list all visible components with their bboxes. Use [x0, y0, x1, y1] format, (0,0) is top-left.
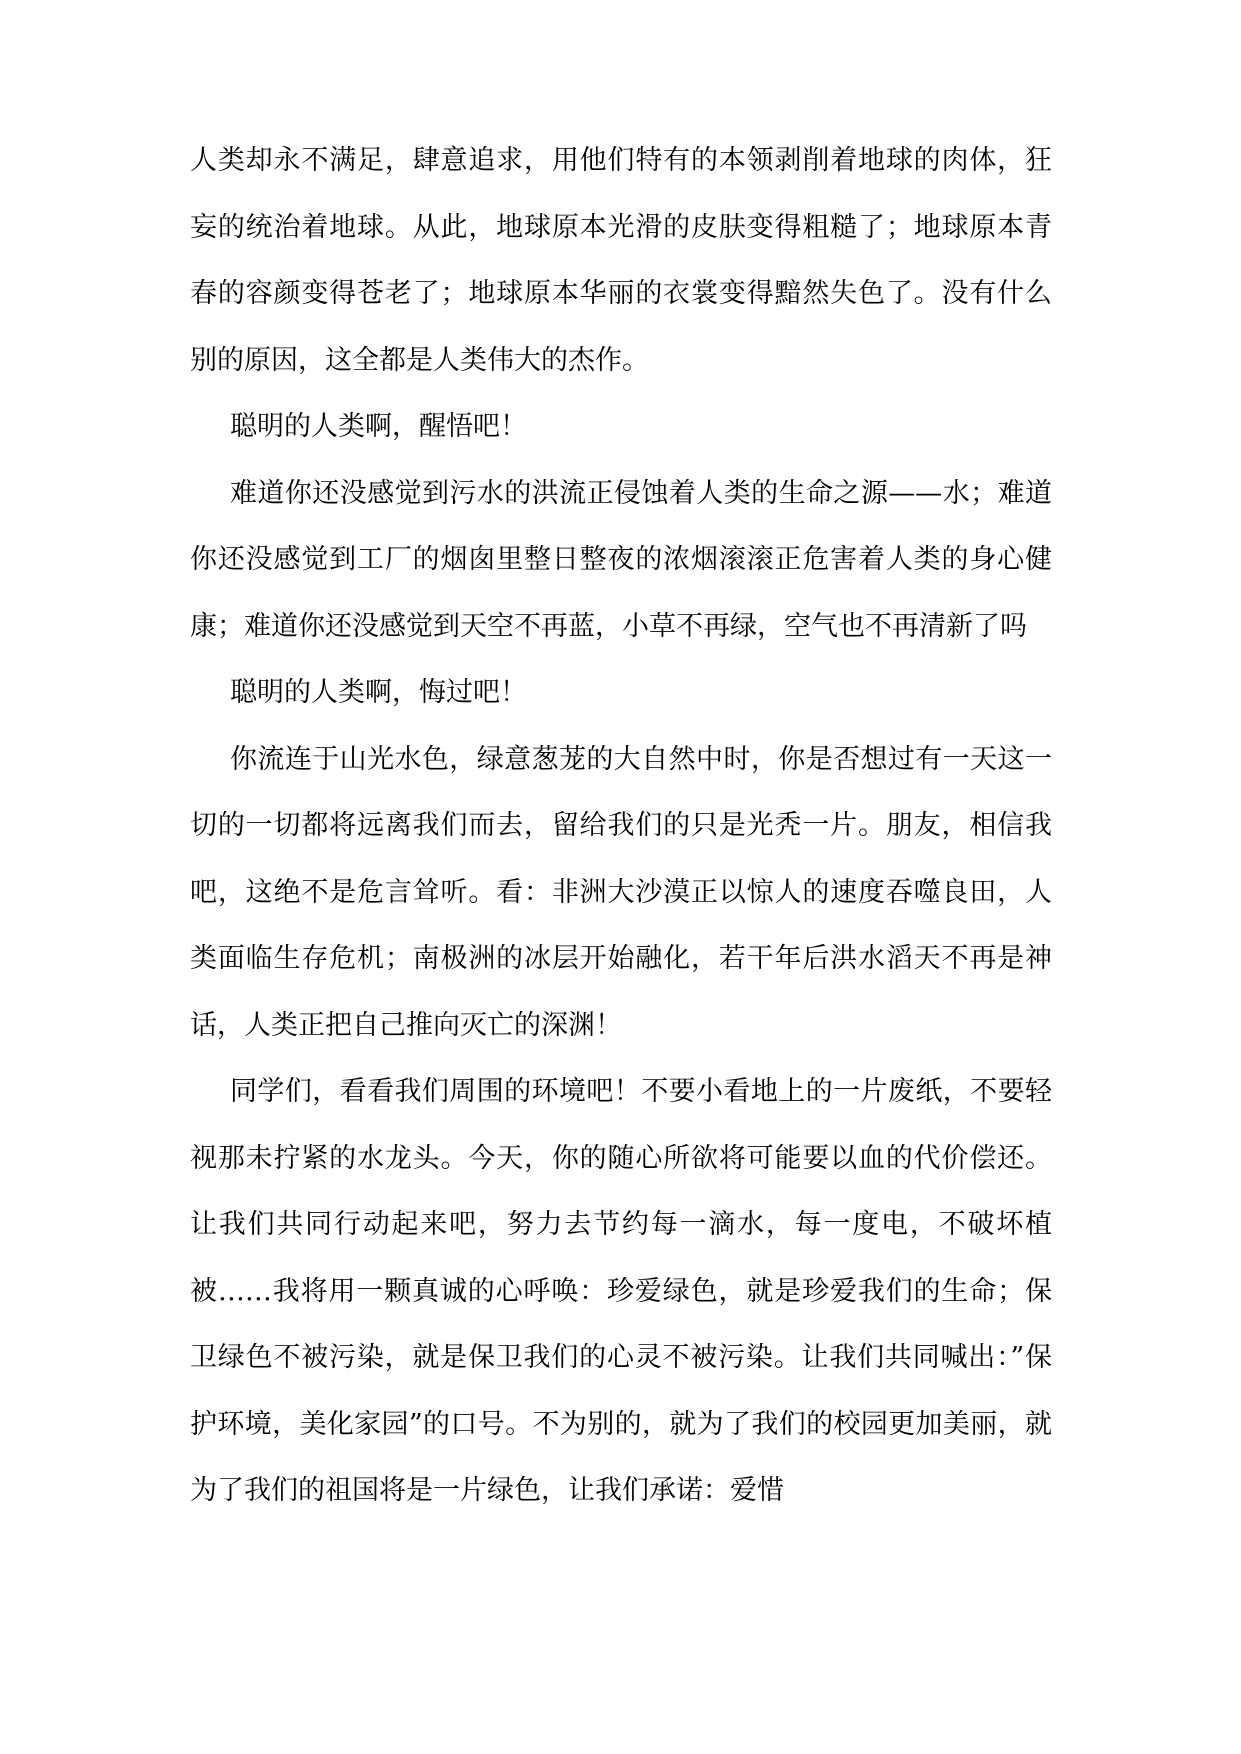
paragraph-2: 聪明的人类啊，醒悟吧！	[230, 411, 527, 442]
paragraph-4: 聪明的人类啊，悔过吧！	[230, 677, 527, 708]
document-page	[190, 128, 1052, 1525]
paragraph-3: 难道你还没感觉到污水的洪流正侵蚀着人类的生命之源——水；难道你还没感觉到工厂的烟囱里整日整夜的浓烟滚滚正危害着人类的身心健康；难道你还没感觉到天空不再蓝，小草不再绿，空气也不再清新了吗	[190, 477, 1052, 642]
paragraph-5: 你流连于山光水色，绿意葱茏的大自然中时，你是否想过有一天这一切的一切都将远离我们而去，留给我们的只是光秃一片。朋友，相信我吧，这绝不是危言耸听。看：非洲大沙漠正以惊人的速度吞噬良田，人类面临生存危机；南极洲的冰层开始融化，若干年后洪水滔天不再是神话，人类正把自己推向灭亡的深渊！	[190, 743, 1052, 1041]
paragraph-6: 同学们，看看我们周围的环境吧！不要小看地上的一片废纸，不要轻视那未拧紧的水龙头。今天，你的随心所欲将可能要以血的代价偿还。让我们共同行动起来吧，努力去节约每一滴水，每一度电，不破坏植被……我将用一颗真诚的心呼唤：珍爱绿色，就是珍爱我们的生命；保卫绿色不被污染，就是保卫我们的心灵不被污染。让我们共同喊出：”保护环境，美化家园”的口号。不为别的，就为了我们的校园更加美丽，就为了我们的祖国将是一片绿色，让我们承诺：爱惜	[190, 1076, 1052, 1506]
paragraph-1: 人类却永不满足，肆意追求，用他们特有的本领剥削着地球的肉体，狂妄的统治着地球。从此，地球原本光滑的皮肤变得粗糙了；地球原本青春的容颜变得苍老了；地球原本华丽的衣裳变得黯然失色了。没有什么别的原因，这全都是人类伟大的杰作。	[190, 145, 1052, 376]
